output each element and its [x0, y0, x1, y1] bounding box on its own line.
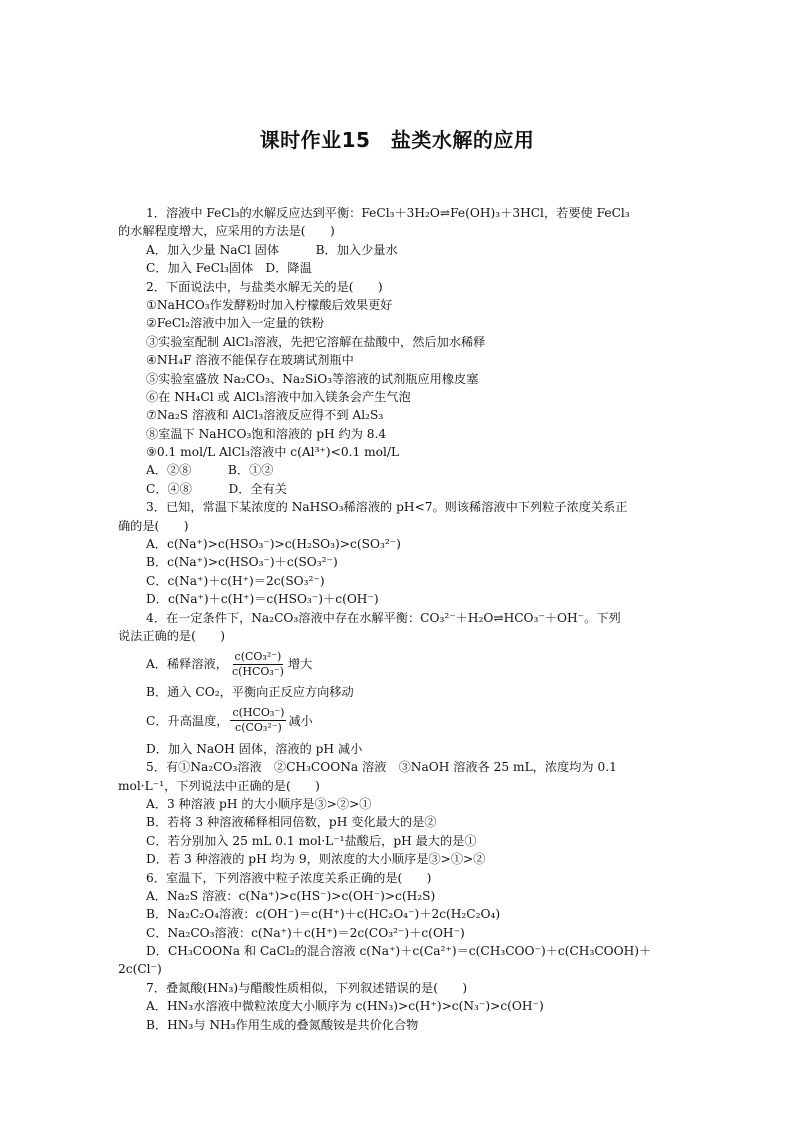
- text-line: 的水解程度增大，应采用的方法是( ): [118, 224, 335, 239]
- text-line: ⑥在 NH₄Cl 或 AlCl₃溶液中加入镁条会产生气泡: [146, 389, 411, 404]
- q4-option-c-suffix: 减小: [288, 713, 313, 728]
- page-title: 课时作业15 盐类水解的应用: [259, 128, 535, 152]
- text-line: 6．室温下，下列溶液中粒子浓度关系正确的是( ): [146, 870, 432, 885]
- text-line: ⑨0.1 mol/L AlCl₃溶液中 c(Al³⁺)<0.1 mol/L: [146, 445, 400, 460]
- worksheet-body: [118, 204, 678, 1034]
- q4-option-a: [118, 645, 678, 683]
- text-line: 5．有①Na₂CO₃溶液 ②CH₃COONa 溶液 ③NaOH 溶液各 25 mL，浓度均为 0.1: [146, 760, 617, 775]
- text-line: ⑧室温下 NaHCO₃饱和溶液的 pH 约为 8.4: [146, 426, 387, 441]
- text-line: ⑦Na₂S 溶液和 AlCl₃溶液反应得不到 Al₂S₃: [146, 408, 384, 423]
- text-line: 2．下面说法中，与盐类水解无关的是( ): [146, 279, 383, 294]
- text-line: C．④⑧ D．全有关: [146, 481, 287, 496]
- text-line: 4．在一定条件下，Na₂CO₃溶液中存在水解平衡：CO₃²⁻＋H₂O⇌HCO₃⁻＋OH⁻。下列: [146, 610, 621, 625]
- text-line: ②FeCl₂溶液中加入一定量的铁粉: [146, 316, 325, 331]
- q4-option-a-prefix: A．稀释溶液，: [146, 657, 228, 672]
- q4-option-c-prefix: C．升高温度，: [146, 713, 229, 728]
- text-line: D．c(Na⁺)＋c(H⁺)＝c(HSO₃⁻)＋c(OH⁻): [146, 592, 379, 607]
- fraction-c-denominator: c(CO₃²⁻): [235, 721, 282, 735]
- text-line: A．Na₂S 溶液：c(Na⁺)>c(HS⁻)>c(OH⁻)>c(H₂S): [146, 888, 436, 903]
- text-line: D．CH₃COONa 和 CaCl₂的混合溶液 c(Na⁺)＋c(Ca²⁺)＝c(CH₃COO⁻)＋c(CH₃COOH)＋: [146, 944, 652, 959]
- q4-option-b: B．通入 CO₂，平衡向正反应方向移动: [146, 685, 354, 700]
- text-line: C．加入 FeCl₃固体 D．降温: [146, 261, 312, 276]
- text-line: C．Na₂CO₃溶液：c(Na⁺)＋c(H⁺)＝2c(CO₃²⁻)＋c(OH⁻): [146, 925, 465, 940]
- text-line: 说法正确的是( ): [118, 628, 226, 643]
- text-line: D．若 3 种溶液的 pH 均为 9，则浓度的大小顺序是③>①>②: [146, 852, 486, 867]
- text-line: A．c(Na⁺)>c(HSO₃⁻)>c(H₂SO₃)>c(SO₃²⁻): [146, 537, 401, 552]
- text-line: C．c(Na⁺)＋c(H⁺)＝2c(SO₃²⁻): [146, 573, 325, 588]
- text-line: ③实验室配制 AlCl₃溶液，先把它溶解在盐酸中，然后加水稀释: [146, 334, 486, 349]
- text-line: B．若将 3 种溶液稀释相同倍数，pH 变化最大的是②: [146, 815, 437, 830]
- text-line: ④NH₄F 溶液不能保存在玻璃试剂瓶中: [146, 353, 354, 368]
- text-line: ①NaHCO₃作发酵粉时加入柠檬酸后效果更好: [146, 297, 393, 312]
- text-line: A．②⑧ B．①②: [146, 463, 274, 478]
- text-line: B．HN₃与 NH₃作用生成的叠氮酸铵是共价化合物: [146, 1017, 419, 1032]
- fraction-c-numerator: c(HCO₃⁻): [232, 706, 285, 720]
- text-line: A．加入少量 NaCl 固体 B．加入少量水: [146, 242, 398, 257]
- text-line: A．3 种溶液 pH 的大小顺序是③>②>①: [146, 796, 372, 811]
- text-block-2: [118, 740, 678, 1034]
- text-block-1: [118, 204, 678, 645]
- fraction-a-numerator: c(CO₃²⁻): [234, 649, 282, 663]
- fraction-a: [230, 650, 286, 679]
- text-line: 确的是( ): [118, 518, 189, 533]
- text-line: ⑤实验室盛放 Na₂CO₃、Na₂SiO₃等溶液的试剂瓶应用橡皮塞: [146, 371, 479, 386]
- q4-option-a-suffix: 增大: [287, 657, 313, 672]
- text-line: 1．溶液中 FeCl₃的水解反应达到平衡：FeCl₃＋3H₂O⇌Fe(OH)₃＋3HCl，若要使 FeCl₃: [146, 206, 630, 220]
- text-line: 2c(Cl⁻): [118, 962, 162, 977]
- text-line: B．c(Na⁺)>c(HSO₃⁻)＋c(SO₃²⁻): [146, 555, 338, 570]
- fraction-c: [230, 706, 286, 735]
- q4-option-c: [118, 702, 678, 740]
- fraction-a-denominator: c(HCO₃⁻): [231, 664, 284, 678]
- text-line: 3．已知，常温下某浓度的 NaHSO₃稀溶液的 pH<7。则该稀溶液中下列粒子浓度关系正: [146, 500, 628, 515]
- text-line: A．HN₃水溶液中微粒浓度大小顺序为 c(HN₃)>c(H⁺)>c(N₃⁻)>c(OH⁻): [146, 999, 544, 1014]
- text-line: 7．叠氮酸(HN₃)与醋酸性质相似，下列叙述错误的是( ): [146, 980, 468, 995]
- text-line: D．加入 NaOH 固体，溶液的 pH 减小: [146, 741, 363, 756]
- text-line: B．Na₂C₂O₄溶液：c(OH⁻)＝c(H⁺)＋c(HC₂O₄⁻)＋2c(H₂C₂O₄): [146, 907, 501, 922]
- text-line: mol·L⁻¹，下列说法中正确的是( ): [118, 778, 320, 793]
- text-line: C．若分别加入 25 mL 0.1 mol·L⁻¹盐酸后，pH 最大的是①: [146, 833, 477, 848]
